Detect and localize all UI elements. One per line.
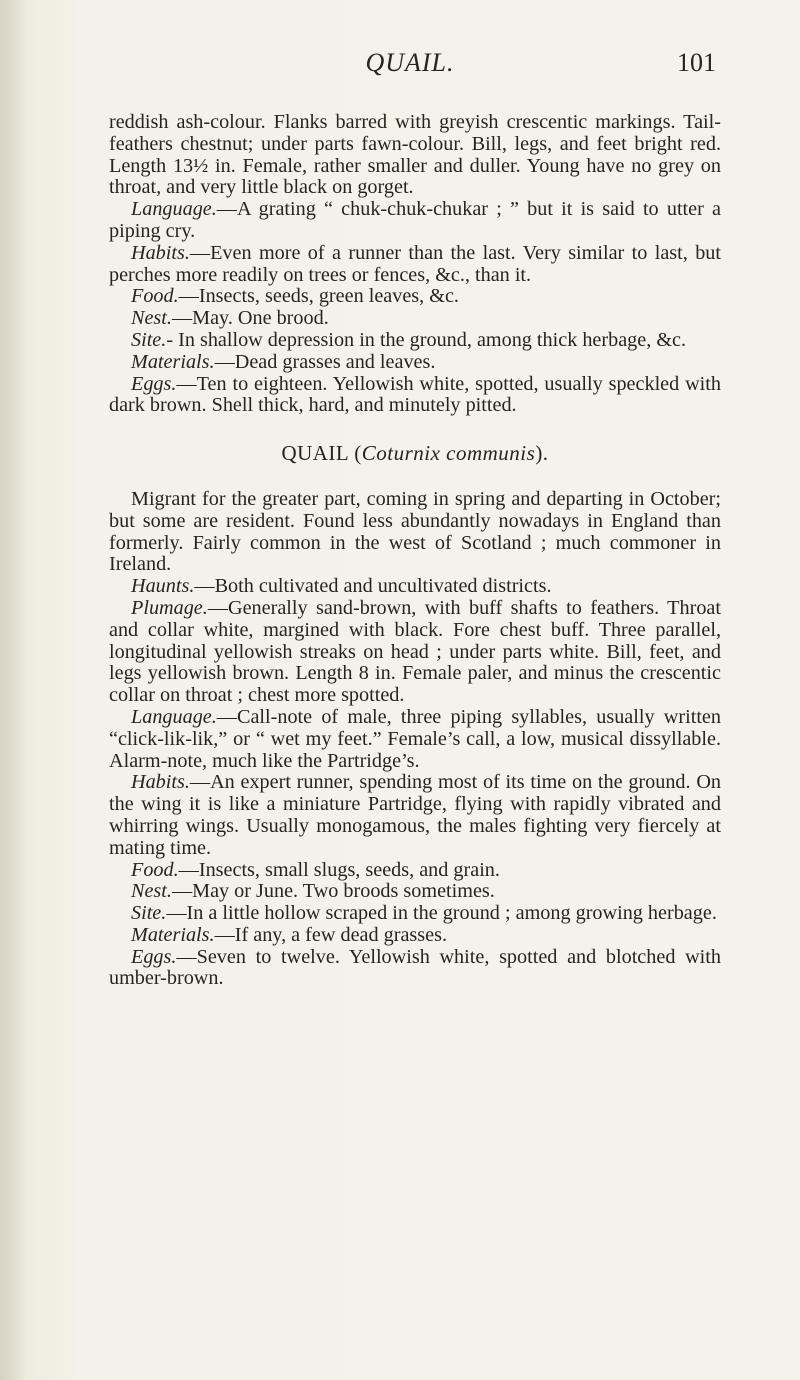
field-label: Site. [131, 328, 167, 351]
field-label: Habits. [131, 241, 190, 264]
field-text: —Both cultivated and uncultivated districts. [194, 575, 552, 598]
running-head: QUAIL. [365, 48, 455, 77]
field-text: —Ten to eighteen. Yellowish white, spotted, usually speckled with dark brown. Shell thick, hard, and minutely pitted. [109, 372, 721, 417]
quail-plumage-paragraph [109, 598, 721, 707]
prev-materials-paragraph [109, 352, 721, 374]
field-label: Eggs. [131, 372, 177, 395]
field-text: —Even more of a runner than the last. Very similar to last, but perches more readily on trees or fences, &c., than it. [109, 241, 721, 286]
quail-eggs-paragraph [109, 947, 721, 991]
field-label: Food. [131, 285, 179, 308]
quail-site-paragraph [109, 903, 721, 925]
field-text: —Insects, small slugs, seeds, and grain. [178, 858, 500, 881]
field-text: —If any, a few dead grasses. [214, 923, 447, 946]
field-text: —May or June. Two broods sometimes. [171, 880, 495, 903]
quail-haunts-paragraph [109, 576, 721, 598]
section-heading: QUAIL (Coturnix communis). [281, 441, 549, 466]
latin-name: Coturnix communis [361, 441, 536, 466]
field-text: - In shallow depression in the ground, among thick herbage, &c. [166, 328, 687, 351]
field-label: Nest. [131, 880, 172, 903]
prev-habits-paragraph [109, 243, 721, 287]
field-label: Materials. [131, 350, 215, 373]
quail-nest-paragraph [109, 881, 721, 903]
page-gutter-shadow [0, 0, 26, 1380]
field-text: —Dead grasses and leaves. [214, 350, 436, 373]
quail-materials-paragraph [109, 925, 721, 947]
field-text: —An expert runner, spending most of its time on the ground. On the wing it is like a miniature Partridge, flying with rapidly vibrated and whirring wings. Usually monogamous, the males fighting very fiercely at mating time. [109, 771, 721, 859]
field-text: —May. One brood. [171, 307, 329, 330]
prev-nest-paragraph [109, 308, 721, 330]
field-label: Plumage. [131, 596, 208, 619]
prev-food-paragraph [109, 286, 721, 308]
prev-language-paragraph [109, 199, 721, 243]
prev-eggs-paragraph [109, 374, 721, 418]
plumage-continuation: reddish ash-colour. Flanks barred with greyish crescentic markings. Tail-feathers chestnut; under parts fawn-colour. Bill, legs, and feet bright red. Length 13½ in. Female, rather smaller and duller. Young have no grey on throat, and very little black on gorget. [109, 111, 721, 199]
prev-site-paragraph [109, 330, 721, 352]
field-label: Site. [131, 902, 167, 925]
field-label: Haunts. [131, 575, 195, 598]
page-header [104, 48, 716, 88]
field-label: Materials. [131, 923, 215, 946]
page-body [109, 112, 721, 990]
quail-language-paragraph [109, 707, 721, 772]
field-text: —Generally sand-brown, with buff shafts to feathers. Throat and collar white, margined with black. Fore chest buff. Three parallel, longitudinal yellowish streaks on head ; under parts white. Bill, feet, and legs yellowish brown. Length 8 in. Female paler, and minus the crescentic collar on throat ; chest more spotted. [109, 596, 721, 707]
field-label: Language. [131, 705, 217, 728]
page-number: 101 [677, 48, 716, 77]
field-text: —Seven to twelve. Yellowish white, spotted and blotched with umber-brown. [109, 945, 721, 990]
field-text: —A grating “ chuk-chuk-chukar ; ” but it is said to utter a piping cry. [109, 198, 721, 242]
quail-food-paragraph [109, 860, 721, 882]
field-label: Eggs. [131, 945, 177, 968]
field-label: Nest. [131, 307, 172, 330]
field-text: —Call-note of male, three piping syllables, usually written “click-lik-lik,” or “ wet my feet.” Female’s call, a low, musical dissyllable. Alarm-note, much like the Partridge’s. [109, 705, 721, 772]
field-label: Language. [131, 198, 217, 221]
quail-habits-paragraph [109, 772, 721, 859]
field-text: —In a little hollow scraped in the ground ; among growing herbage. [166, 902, 717, 925]
quail-intro-paragraph: Migrant for the greater part, coming in spring and departing in October; but some are resident. Found less abundantly nowadays in England than formerly. Fairly common in the west of Scotland ; much commoner in Ireland. [109, 487, 721, 576]
field-label: Habits. [131, 771, 190, 794]
species-name: QUAIL [281, 441, 349, 466]
field-text: —Insects, seeds, green leaves, &c. [178, 285, 459, 308]
field-label: Food. [131, 858, 179, 881]
